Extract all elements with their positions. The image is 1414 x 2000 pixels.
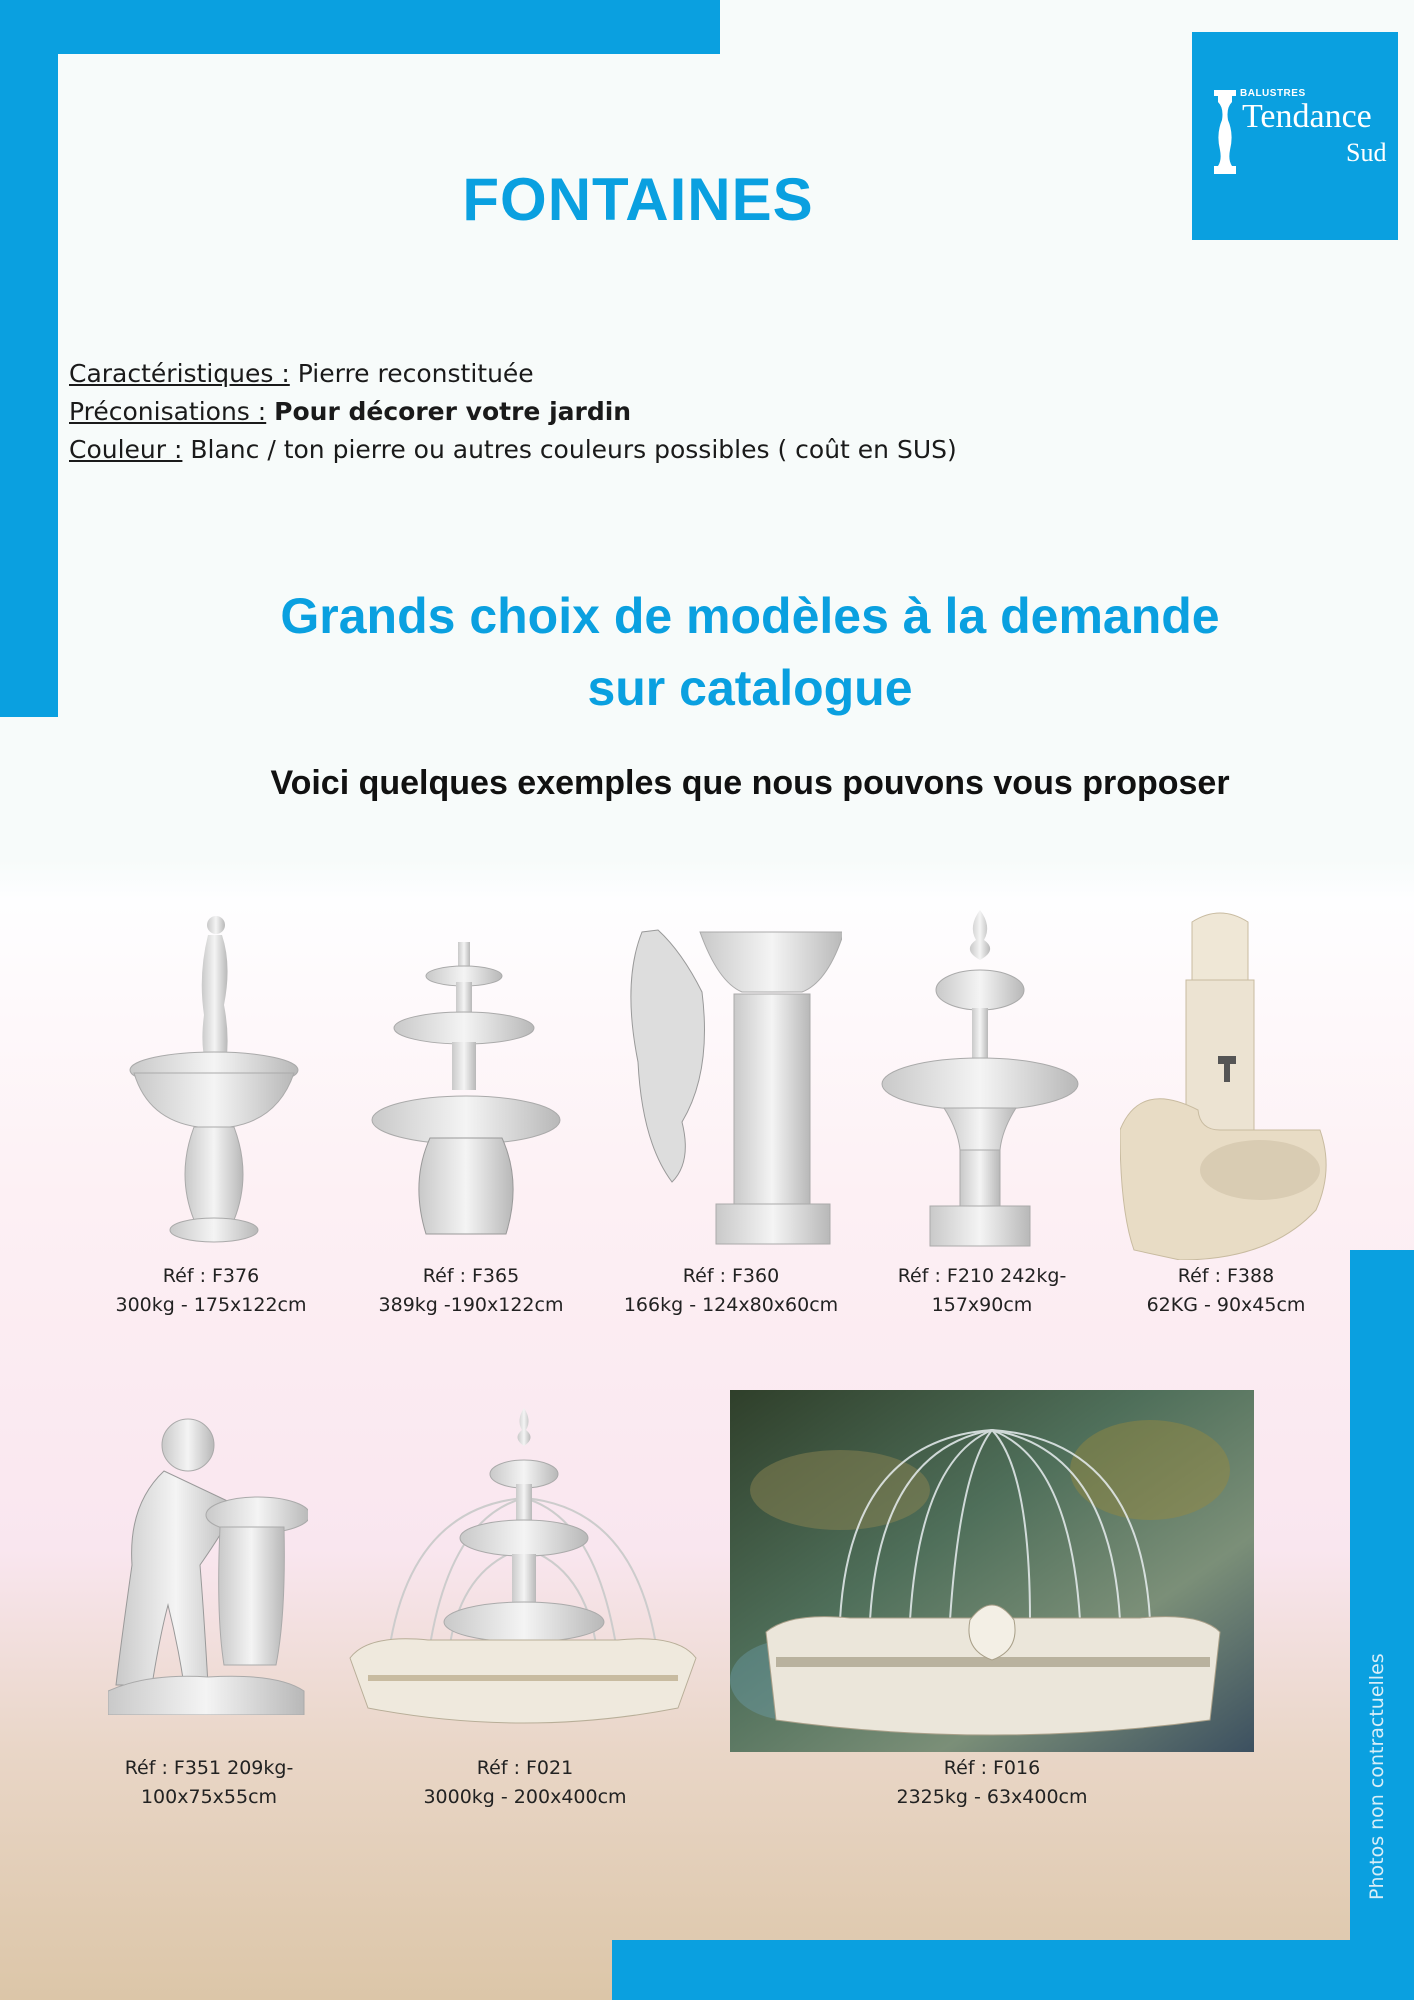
product-image-f021 xyxy=(348,1408,698,1728)
logo-brand-sub: Sud xyxy=(1346,138,1387,167)
page-title: FONTAINES xyxy=(462,166,814,233)
logo-small-text: BALUSTRES xyxy=(1240,88,1306,99)
product-caption xyxy=(100,1262,322,1320)
product-ref: Réf : F210 242kg- xyxy=(897,1265,1067,1287)
catalogue-headline xyxy=(200,580,1300,724)
product-ref: Réf : F360 xyxy=(682,1265,780,1287)
spec-line xyxy=(69,355,957,393)
product-ref: Réf : F365 xyxy=(422,1265,520,1287)
spec-label: Couleur : xyxy=(69,435,183,464)
product-specs: 3000kg - 200x400cm xyxy=(423,1786,627,1808)
product-caption xyxy=(870,1754,1114,1812)
bottom-accent-bar xyxy=(612,1940,1414,2000)
left-accent-bar xyxy=(0,0,58,717)
spec-line xyxy=(69,431,957,469)
product-image-f365 xyxy=(370,942,562,1242)
examples-subheadline: Voici quelques exemples que nous pouvons vous proposer xyxy=(270,764,1230,802)
balustre-logo-icon xyxy=(1214,90,1236,174)
headline-line-2: sur catalogue xyxy=(587,660,913,716)
product-image-f388 xyxy=(1120,910,1334,1260)
product-image-f376 xyxy=(128,915,300,1245)
product-specs: 300kg - 175x122cm xyxy=(115,1294,307,1316)
product-specs: 166kg - 124x80x60cm xyxy=(623,1294,839,1316)
product-caption xyxy=(360,1262,582,1320)
brand-logo xyxy=(1192,32,1398,240)
product-specs: 157x90cm xyxy=(931,1294,1033,1316)
product-ref: Réf : F376 xyxy=(162,1265,260,1287)
spec-value: Pour décorer votre jardin xyxy=(274,397,632,426)
spec-value: Blanc / ton pierre ou autres couleurs possibles ( coût en SUS) xyxy=(190,435,957,464)
product-image-f351 xyxy=(108,1415,308,1715)
spec-label: Caractéristiques : xyxy=(69,359,290,388)
spec-value: Pierre reconstituée xyxy=(297,359,534,388)
product-specs: 100x75x55cm xyxy=(140,1786,278,1808)
product-caption xyxy=(98,1754,320,1812)
product-image-f360 xyxy=(622,922,842,1252)
product-caption xyxy=(1120,1262,1332,1320)
side-disclaimer: Photos non contractuelles xyxy=(1366,1653,1388,1900)
product-image-f210 xyxy=(880,910,1080,1250)
product-specs: 2325kg - 63x400cm xyxy=(896,1786,1088,1808)
top-accent-bar xyxy=(0,0,720,54)
spec-line xyxy=(69,393,957,431)
logo-brand-main: Tendance xyxy=(1242,98,1372,135)
product-image-f016 xyxy=(730,1390,1254,1752)
headline-line-1: Grands choix de modèles à la demande xyxy=(280,588,1220,644)
product-ref: Réf : F021 xyxy=(476,1757,574,1779)
product-ref: Réf : F388 xyxy=(1177,1265,1275,1287)
specifications xyxy=(69,355,957,469)
product-caption xyxy=(400,1754,650,1812)
product-caption xyxy=(880,1262,1084,1320)
product-ref: Réf : F351 209kg- xyxy=(124,1757,294,1779)
product-caption xyxy=(620,1262,842,1320)
product-ref: Réf : F016 xyxy=(943,1757,1041,1779)
spec-label: Préconisations : xyxy=(69,397,267,426)
product-specs: 389kg -190x122cm xyxy=(378,1294,564,1316)
product-specs: 62KG - 90x45cm xyxy=(1146,1294,1306,1316)
